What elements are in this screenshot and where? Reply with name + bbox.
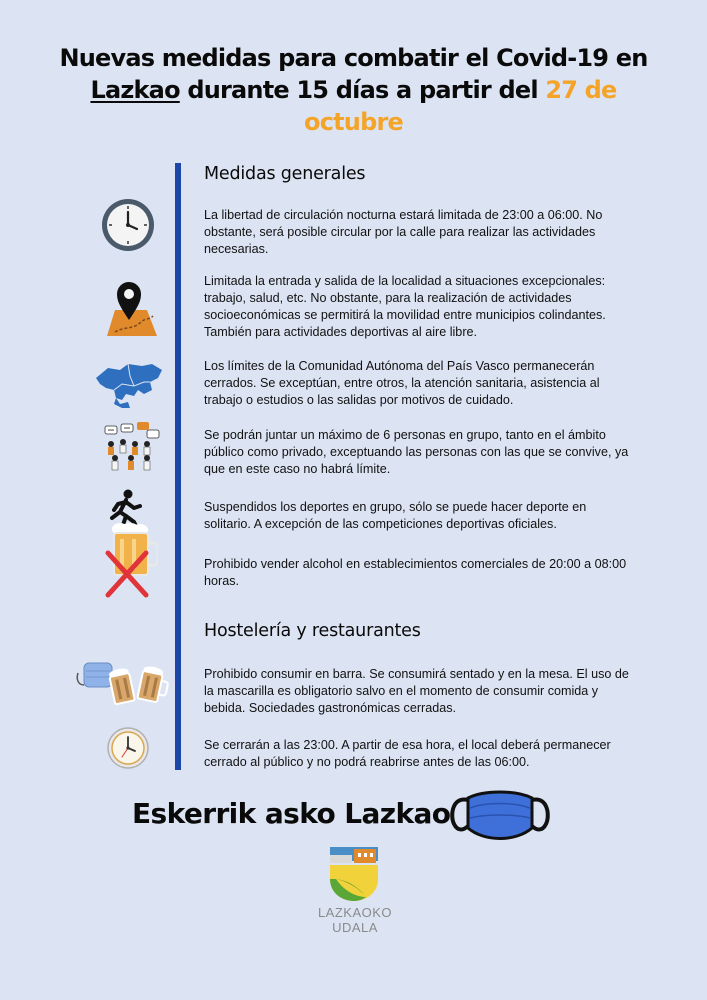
measure-alcohol: Prohibido vender alcohol en establecimientos comerciales de 20:00 a 08:00 horas.	[204, 557, 627, 588]
measure-borders: Los límites de la Comunidad Autónoma del País Vasco permanecerán cerrados. Se exceptúan, entre otros, la atención sanitaria, asistencia al trabajo o estudios o las salidas por motivos de cuidado.	[204, 359, 600, 407]
measure-mobility: Limitada la entrada y salida de la localidad a situaciones excepcionales: trabajo, salud, etc. No obstante, para la realización de actividades socioeconómicas se permitirá la movilidad entre municipios colindantes. También para actividades deportivas al aire libre.	[204, 274, 606, 339]
logo-text-line-2: UDALA	[332, 920, 378, 935]
lazkao-logo	[322, 845, 386, 907]
hosteleria-bar: Prohibido consumir en barra. Se consumirá sentado y en la mesa. El uso de la mascarilla es obligatorio salvo en el momento de consumir comida y bebida. Sociedades gastronómicas cerradas.	[204, 667, 629, 715]
title-place: Lazkao	[90, 76, 180, 104]
title-line-2	[30, 74, 677, 106]
title-line-1: Nuevas medidas para combatir el Covid-19 en	[59, 44, 648, 72]
map-pin-icon	[97, 276, 161, 344]
measure-group-limit: Se podrán juntar un máximo de 6 personas en grupo, tanto en el ámbito público como privado, exceptuando las personas con las que se convive, ya que en este caso no habrá límite.	[204, 428, 629, 476]
section-heading-general: Medidas generales	[204, 164, 366, 184]
title-date-day: 27 de	[545, 76, 617, 104]
timeline-line	[175, 163, 181, 770]
no-alcohol-icon	[102, 523, 158, 603]
people-group-icon	[103, 422, 161, 478]
mask-beer-icon	[74, 655, 172, 713]
hosteleria-closing: Se cerrarán a las 23:00. A partir de esa hora, el local deberá permanecer cerrado al público y no podrá reabrirse antes de las 06:00.	[204, 738, 611, 769]
thanks-text: Eskerrik asko Lazkao	[132, 797, 451, 830]
clock-small-icon	[107, 727, 149, 773]
logo-text	[300, 905, 410, 935]
clock-icon	[100, 197, 156, 257]
region-map-icon	[94, 360, 166, 414]
page-title	[30, 42, 677, 138]
measure-curfew: La libertad de circulación nocturna estará limitada de 23:00 a 06:00. No obstante, será posible circular por la calle para realizar las actividades necesarias.	[204, 208, 603, 256]
title-date-month: octubre	[304, 108, 403, 136]
measure-sports: Suspendidos los deportes en grupo, sólo se puede hacer deporte en solitario. A excepción de las competiciones deportivas oficiales.	[204, 500, 587, 531]
section-heading-hosteleria: Hostelería y restaurantes	[204, 621, 421, 641]
logo-text-line-1: LAZKAOKO	[317, 905, 393, 920]
face-mask-icon	[450, 786, 550, 848]
title-line-2-text: durante 15 días a partir del	[179, 76, 546, 104]
